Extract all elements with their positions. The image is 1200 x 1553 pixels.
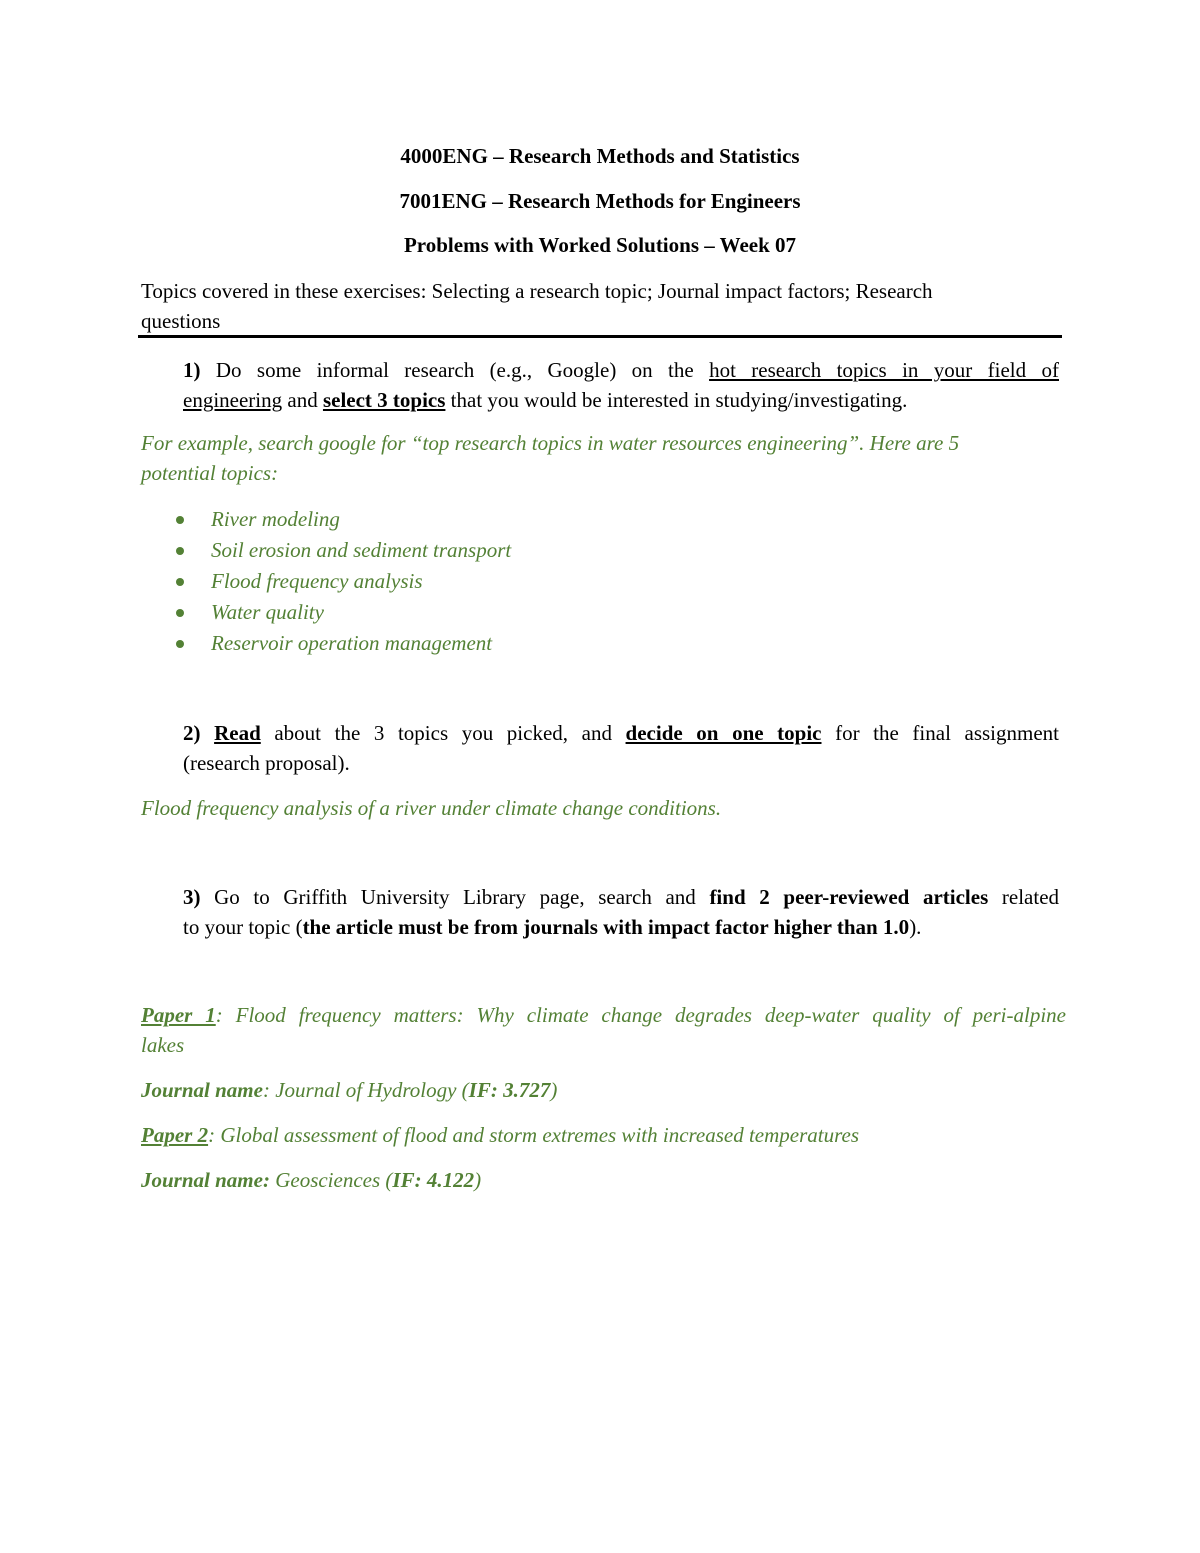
paper-2	[141, 1120, 1066, 1150]
list-item: Water quality	[175, 597, 511, 628]
question-1-line-2: engineering and select 3 topics that you would be interested in studying/investigating.	[183, 388, 908, 412]
journal-2-name: Geosciences (	[269, 1168, 393, 1192]
question-1-number: 1)	[183, 358, 201, 382]
bullet-icon	[176, 578, 184, 586]
question-2-line-1: 2) Read about the 3 topics you picked, and decide on one topic for the final assignment	[183, 721, 1059, 745]
course-title-4000eng: 4000ENG – Research Methods and Statistics	[400, 144, 800, 168]
journal-1-label: Journal name	[141, 1078, 263, 1102]
question-3-number: 3)	[183, 885, 201, 909]
question-2-line-2: (research proposal).	[183, 751, 350, 775]
paper-2-title: : Global assessment of flood and storm extremes with increased temperatures	[208, 1123, 860, 1147]
list-item: Reservoir operation management	[175, 628, 511, 659]
question-2-answer: Flood frequency analysis of a river under climate change conditions.	[141, 796, 722, 820]
worksheet-title: Problems with Worked Solutions – Week 07	[403, 233, 797, 257]
question-1-answer: For example, search google for “top research topics in water resources engineering”. Here are 5 potential topics:	[141, 431, 960, 485]
topics-line-2: questions	[141, 309, 221, 333]
topics-covered	[141, 276, 1061, 336]
question-1-line-1: 1) Do some informal research (e.g., Google) on the hot research topics in your field of	[183, 358, 1059, 382]
question-1	[183, 355, 1059, 415]
list-item: Flood frequency analysis	[175, 566, 511, 597]
paper-1-title: : Flood frequency matters: Why climate change degrades deep-water quality of peri-alpine	[215, 1003, 1066, 1027]
topics-line-1: Topics covered in these exercises: Selecting a research topic; Journal impact factors; Research	[141, 279, 933, 303]
bullet-icon	[176, 516, 184, 524]
question-2-number: 2)	[183, 721, 201, 745]
read-emphasis: Read	[214, 721, 261, 745]
question-3-line-2: to your topic (the article must be from journals with impact factor higher than 1.0).	[183, 915, 922, 939]
horizontal-rule	[138, 335, 1062, 338]
hot-topics-underlined: hot research topics in your field of	[709, 358, 1059, 382]
list-item: Soil erosion and sediment transport	[175, 535, 511, 566]
bullet-icon	[176, 609, 184, 617]
journal-1-name: : Journal of Hydrology (	[262, 1078, 469, 1102]
paper-1: Paper 1: Flood frequency matters: Why climate change degrades deep-water quality of peri-alpine lakes	[141, 1003, 1066, 1057]
journal-1: Journal name: Journal of Hydrology (IF: 3.727)	[141, 1078, 558, 1102]
question-3	[183, 882, 1059, 942]
question-2	[183, 718, 1059, 778]
journal-2-label: Journal name:	[141, 1168, 270, 1192]
select-3-topics: select 3 topics	[322, 388, 446, 412]
question-3-line-1: 3) Go to Griffith University Library page, search and find 2 peer-reviewed articles related	[183, 885, 1060, 909]
journal-2: Journal name: Geosciences (IF: 4.122)	[141, 1168, 482, 1192]
potential-topics-list	[175, 504, 511, 659]
paper-2-label: Paper 2	[141, 1123, 209, 1147]
journal-2-impact-factor: IF: 4.122	[392, 1168, 475, 1192]
list-item: River modeling	[175, 504, 511, 535]
course-title-7001eng: 7001ENG – Research Methods for Engineers	[399, 189, 801, 213]
bullet-icon	[176, 640, 184, 648]
journal-1-impact-factor: IF: 3.727	[468, 1078, 551, 1102]
decide-one-topic: decide on one topic	[625, 721, 822, 745]
paper-1-label: Paper 1	[141, 1003, 216, 1027]
bullet-icon	[176, 547, 184, 555]
